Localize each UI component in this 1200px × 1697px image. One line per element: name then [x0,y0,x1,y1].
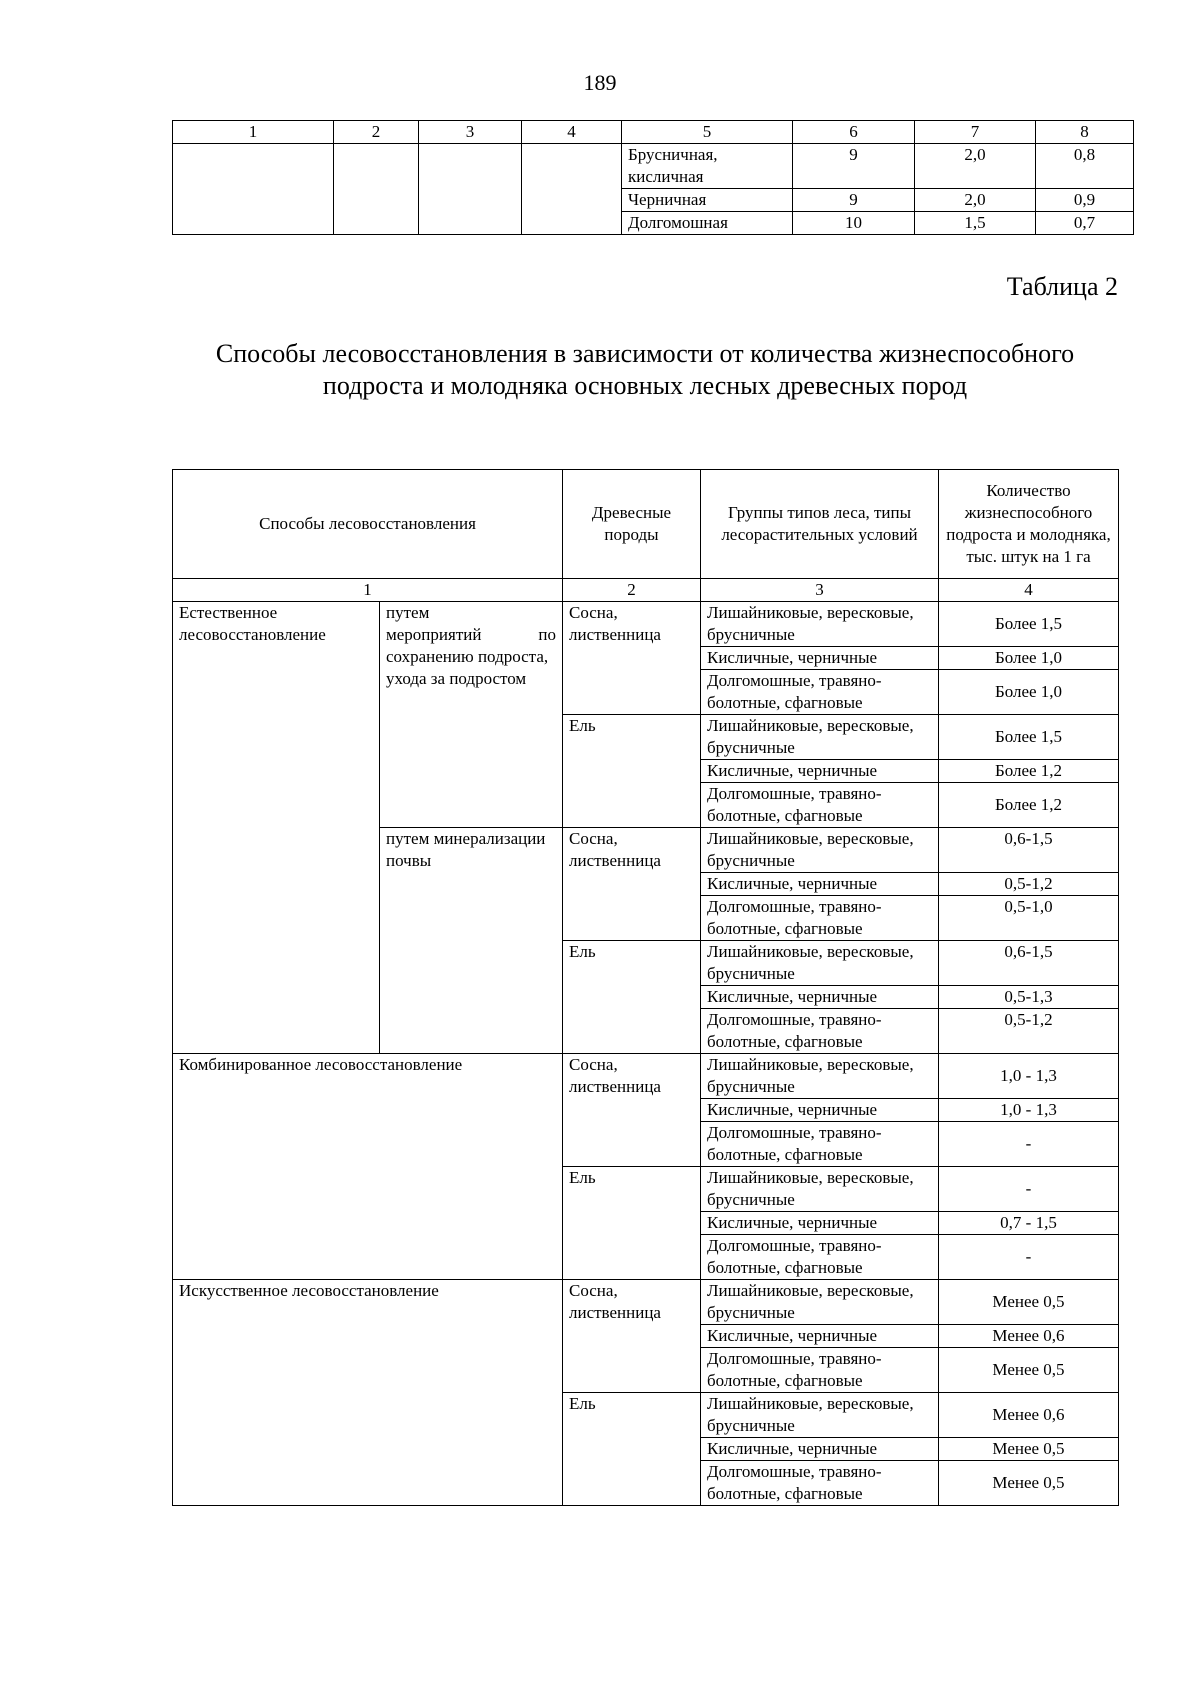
species-cell: Сосна, лиственница [563,828,701,941]
header-methods: Способы лесовосстановления [173,470,563,579]
col-number: 8 [1036,121,1134,144]
value-cell: 0,8 [1036,144,1134,189]
forest-type-cell: Долгомошная [622,212,793,235]
quantity-cell: 0,5-1,3 [939,986,1119,1009]
method-text-line: путем [386,603,430,622]
table-title: Способы лесовосстановления в зависимости от количества жизнеспособного подроста и молодняка основных лесных древесных пород [215,339,1075,400]
quantity-cell: - [939,1122,1119,1167]
forest-group-cell: Лишайниковые, вересковые, брусничные [701,715,939,760]
header-species: Древесные породы [563,470,701,579]
species-cell: Ель [563,941,701,1054]
quantity-cell: Более 1,2 [939,760,1119,783]
forest-type-cell: Брусничная, кисличная [622,144,793,189]
method-text-line: сохранению подроста, ухода за подростом [386,647,549,688]
table-row [173,1280,1119,1325]
col-number: 2 [563,579,701,602]
header-quantity: Количество жизнеспособного подроста и молодняка, тыс. штук на 1 га [939,470,1119,579]
empty-cell [522,144,622,235]
quantity-cell: Менее 0,5 [939,1348,1119,1393]
value-cell: 9 [793,189,915,212]
quantity-cell: 0,5-1,0 [939,896,1119,941]
col-number: 3 [419,121,522,144]
forest-group-cell: Лишайниковые, вересковые, брусничные [701,1167,939,1212]
value-cell: 2,0 [915,144,1036,189]
page-number: 189 [583,70,617,95]
forest-group-cell: Долгомошные, травяно-болотные, сфагновые [701,783,939,828]
value-cell: 1,5 [915,212,1036,235]
forest-group-cell: Долгомошные, травяно-болотные, сфагновые [701,1122,939,1167]
forest-group-cell: Кисличные, черничные [701,1438,939,1461]
col-number: 4 [939,579,1119,602]
col-number: 7 [915,121,1036,144]
species-cell: Ель [563,715,701,828]
col-number: 3 [701,579,939,602]
col-number: 1 [173,121,334,144]
method-natural: Естественное лесовосстановление [173,602,380,1054]
method-text-line [386,624,556,646]
col-number: 4 [522,121,622,144]
method-natural-sub2: путем минерализации почвы [380,828,563,1054]
quantity-cell: Менее 0,5 [939,1461,1119,1506]
quantity-cell: 0,6-1,5 [939,828,1119,873]
header-row [173,470,1119,579]
value-cell: 2,0 [915,189,1036,212]
continuation-table [172,120,1134,235]
col-number: 1 [173,579,563,602]
forest-group-cell: Лишайниковые, вересковые, брусничные [701,602,939,647]
forest-group-cell: Лишайниковые, вересковые, брусничные [701,828,939,873]
species-cell: Ель [563,1393,701,1506]
quantity-cell: Менее 0,5 [939,1438,1119,1461]
quantity-cell: Менее 0,6 [939,1393,1119,1438]
quantity-cell: 1,0 - 1,3 [939,1099,1119,1122]
quantity-cell: Более 1,0 [939,647,1119,670]
value-cell: 0,9 [1036,189,1134,212]
forest-group-cell: Кисличные, черничные [701,986,939,1009]
table-row [173,1054,1119,1099]
species-cell: Сосна, лиственница [563,1280,701,1393]
method-text-word: по [538,625,556,644]
quantity-cell: 1,0 - 1,3 [939,1054,1119,1099]
table-label: Таблица 2 [1006,272,1118,301]
table-row [173,144,1134,189]
header-forest-groups: Группы типов леса, типы лесорастительных условий [701,470,939,579]
forest-group-cell: Долгомошные, травяно-болотные, сфагновые [701,1235,939,1280]
col-number: 5 [622,121,793,144]
forest-group-cell: Кисличные, черничные [701,647,939,670]
col-number: 2 [334,121,419,144]
forest-group-cell: Лишайниковые, вересковые, брусничные [701,1393,939,1438]
quantity-cell: 0,7 - 1,5 [939,1212,1119,1235]
species-cell: Сосна, лиственница [563,1054,701,1167]
forest-type-cell: Черничная [622,189,793,212]
quantity-cell: - [939,1167,1119,1212]
forest-group-cell: Долгомошные, травяно-болотные, сфагновые [701,896,939,941]
reforestation-table [172,469,1119,1506]
quantity-cell: 0,6-1,5 [939,941,1119,986]
forest-group-cell: Кисличные, черничные [701,1325,939,1348]
empty-cell [419,144,522,235]
value-cell: 10 [793,212,915,235]
forest-group-cell: Долгомошные, травяно-болотные, сфагновые [701,1009,939,1054]
quantity-cell: 0,5-1,2 [939,1009,1119,1054]
forest-group-cell: Долгомошные, травяно-болотные, сфагновые [701,1348,939,1393]
forest-group-cell: Лишайниковые, вересковые, брусничные [701,1280,939,1325]
quantity-cell: Менее 0,5 [939,1280,1119,1325]
method-natural-sub1 [380,602,563,828]
forest-group-cell: Лишайниковые, вересковые, брусничные [701,941,939,986]
forest-group-cell: Кисличные, черничные [701,873,939,896]
method-artificial: Искусственное лесовосстановление [173,1280,563,1506]
species-cell: Сосна, лиственница [563,602,701,715]
quantity-cell: Менее 0,6 [939,1325,1119,1348]
method-combined: Комбинированное лесовосстановление [173,1054,563,1280]
empty-cell [173,144,334,235]
quantity-cell: - [939,1235,1119,1280]
table-row [173,602,1119,647]
value-cell: 9 [793,144,915,189]
quantity-cell: Более 1,2 [939,783,1119,828]
quantity-cell: Более 1,0 [939,670,1119,715]
quantity-cell: Более 1,5 [939,715,1119,760]
forest-group-cell: Кисличные, черничные [701,1099,939,1122]
method-text-word: мероприятий [386,625,482,644]
forest-group-cell: Лишайниковые, вересковые, брусничные [701,1054,939,1099]
column-number-row [173,579,1119,602]
species-cell: Ель [563,1167,701,1280]
forest-group-cell: Кисличные, черничные [701,760,939,783]
quantity-cell: 0,5-1,2 [939,873,1119,896]
forest-group-cell: Долгомошные, травяно-болотные, сфагновые [701,670,939,715]
column-number-row [173,121,1134,144]
empty-cell [334,144,419,235]
quantity-cell: Более 1,5 [939,602,1119,647]
forest-group-cell: Кисличные, черничные [701,1212,939,1235]
value-cell: 0,7 [1036,212,1134,235]
col-number: 6 [793,121,915,144]
forest-group-cell: Долгомошные, травяно-болотные, сфагновые [701,1461,939,1506]
